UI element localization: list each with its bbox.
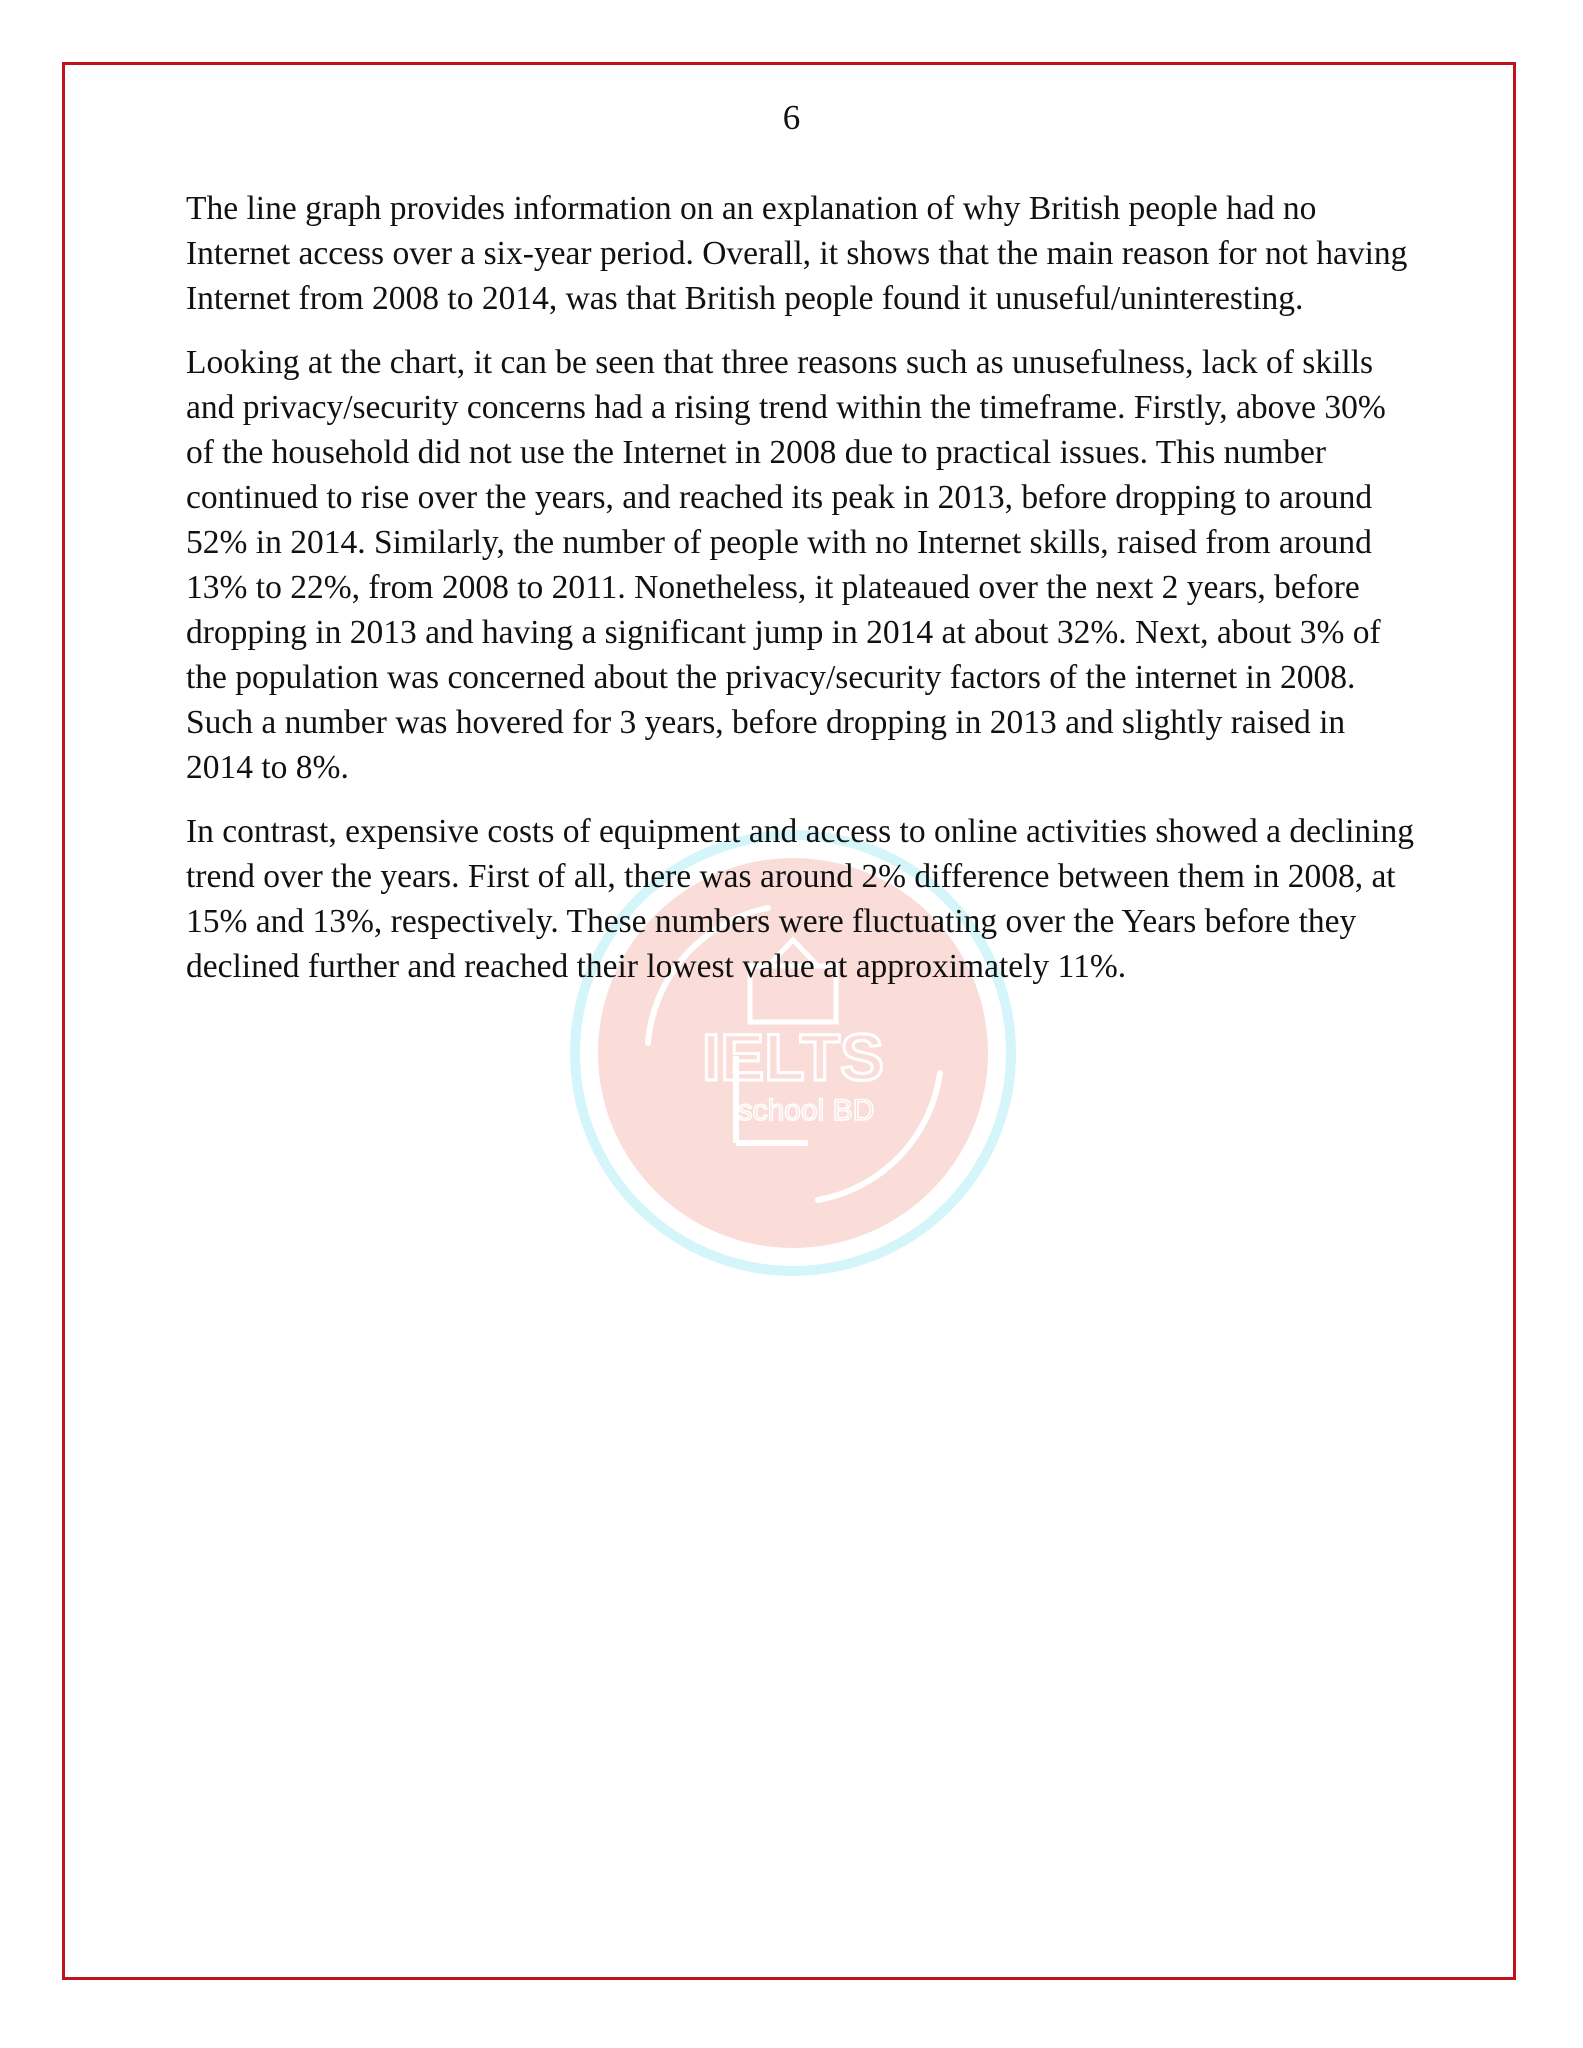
paragraph-rising-trends: Looking at the chart, it can be seen that three reasons such as unusefulness, lack of skills and privacy/security concerns had a rising trend within the timeframe. Firstly, above 30% of the household did not use the Internet in 2008 due to practical issues. This number continued to rise over the years, and reached its peak in 2013, before dropping to around 52% in 2014. Similarly, the number of people with no Internet skills, raised from around 13% to 22%, from 2008 to 2011. Nonetheless, it plateaued over the next 2 years, before dropping in 2013 and having a significant jump in 2014 at about 32%. Next, about 3% of the population was concerned about the privacy/security factors of the internet in 2008. Such a number was hovered for 3 years, before dropping in 2013 and slightly raised in 2014 to 8%. xyxy=(186,344,1386,786)
essay-body xyxy=(186,186,1416,1008)
page-number: 6 xyxy=(782,98,801,137)
watermark-logo-text: IELTS xyxy=(701,1020,885,1094)
paragraph-declining-trends: In contrast, expensive costs of equipment and access to online activities showed a declining trend over the years. First of all, there was around 2% difference between them in 2008, at 15% and 13%, respectively. These numbers were fluctuating over the Years before they declined further and reached their lowest value at approximately 11%. xyxy=(186,813,1414,985)
paragraph-overview: The line graph provides information on an explanation of why British people had no Internet access over a six-year period. Overall, it shows that the main reason for not having Internet from 2008 to 2014, was that British people found it unuseful/uninteresting. xyxy=(186,190,1408,317)
watermark-sub-text: school BD xyxy=(737,1094,875,1127)
